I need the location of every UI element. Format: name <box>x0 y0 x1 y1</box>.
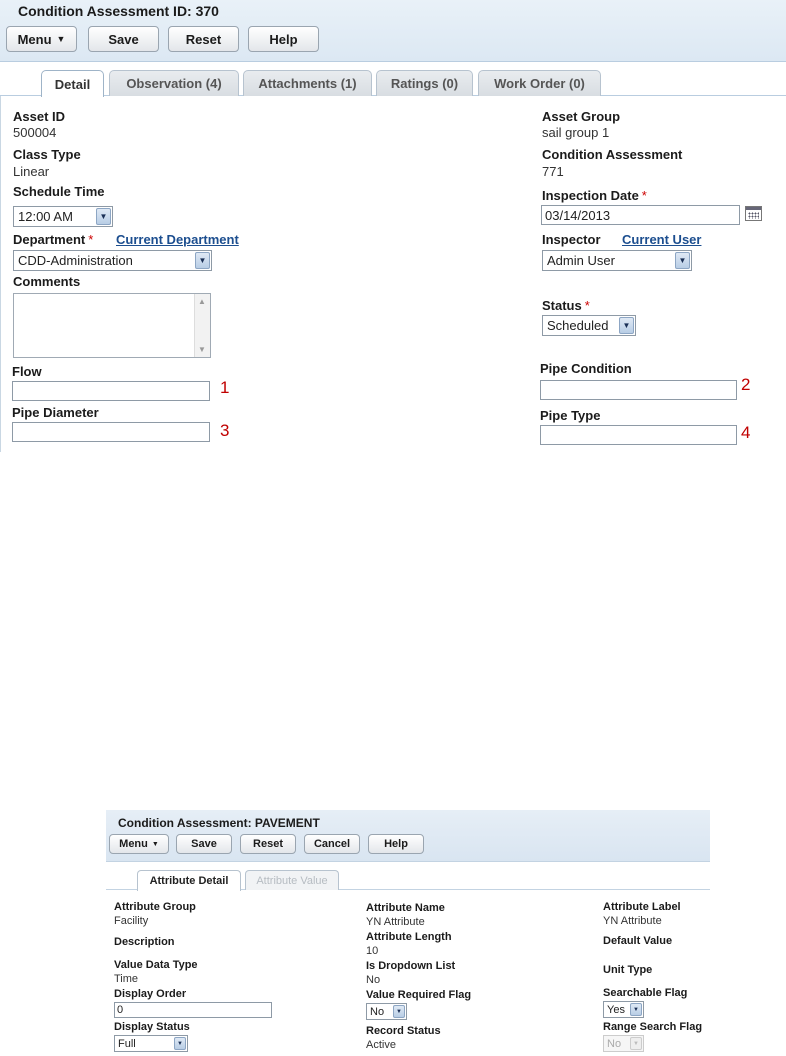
attr-save-button[interactable]: Save <box>176 834 232 854</box>
description-label: Description <box>114 936 175 948</box>
calendar-icon[interactable] <box>745 206 762 221</box>
attr-help-button[interactable]: Help <box>368 834 424 854</box>
record-status-label: Record Status <box>366 1025 441 1037</box>
range-search-flag-label: Range Search Flag <box>603 1021 703 1033</box>
page-title: Condition Assessment ID: 370 <box>18 3 219 19</box>
comments-textarea[interactable] <box>13 293 211 358</box>
scroll-down-icon: ▼ <box>198 345 206 354</box>
display-status-value: Full <box>118 1037 136 1050</box>
chevron-down-icon: ▼ <box>393 1005 405 1018</box>
status-value: Scheduled <box>547 318 609 333</box>
display-order-label: Display Order <box>114 988 187 1000</box>
searchable-flag-value: Yes <box>607 1003 625 1016</box>
record-status-value: Active <box>366 1039 396 1051</box>
display-order-input[interactable] <box>114 1002 272 1018</box>
attribute-name-value: YN Attribute <box>366 916 425 928</box>
tab-work-order[interactable]: Work Order (0) <box>478 70 601 96</box>
department-label <box>13 232 93 247</box>
value-required-value: No <box>370 1005 385 1018</box>
department-value: CDD-Administration <box>18 253 133 268</box>
inspection-date-value: 03/14/2013 <box>545 207 611 223</box>
menu-button-label: Menu <box>17 31 52 47</box>
attr-menu-label: Menu <box>119 838 148 850</box>
menu-arrow-icon: ▼ <box>56 34 66 44</box>
tab-attribute-detail[interactable]: Attribute Detail <box>137 870 241 891</box>
department-select[interactable] <box>13 250 212 271</box>
current-user-link[interactable]: Current User <box>622 232 702 247</box>
schedule-time-select[interactable] <box>13 206 113 227</box>
status-label <box>542 298 590 313</box>
chevron-down-icon: ▼ <box>96 208 111 225</box>
searchable-flag-label: Searchable Flag <box>603 987 688 999</box>
chevron-down-icon: ▼ <box>675 252 690 269</box>
tab-attribute-value[interactable]: Attribute Value <box>245 870 339 890</box>
menu-button[interactable] <box>6 26 77 52</box>
attr-cancel-button[interactable]: Cancel <box>304 834 360 854</box>
pipe-diameter-label: Pipe Diameter <box>12 405 99 420</box>
condition-assessment-label: Condition Assessment <box>542 147 683 162</box>
comments-label: Comments <box>13 274 81 289</box>
attribute-name-label: Attribute Name <box>366 902 445 914</box>
callout-3: 3 <box>220 421 230 440</box>
attribute-label-label: Attribute Label <box>603 901 681 913</box>
department-label-text: Department <box>13 232 86 247</box>
unit-type-label: Unit Type <box>603 964 653 976</box>
display-status-select[interactable] <box>114 1035 188 1052</box>
callout-1: 1 <box>220 378 230 397</box>
pipe-diameter-input[interactable] <box>12 422 210 442</box>
flow-input[interactable] <box>12 381 210 401</box>
flow-label: Flow <box>12 364 42 379</box>
inspection-date-label-text: Inspection Date <box>542 188 639 203</box>
attribute-group-value: Facility <box>114 915 149 927</box>
tab-ratings[interactable]: Ratings (0) <box>376 70 473 96</box>
scrollbar[interactable] <box>194 294 210 357</box>
value-data-type-label: Value Data Type <box>114 959 198 971</box>
attr-menu-button[interactable] <box>109 834 169 854</box>
save-button[interactable]: Save <box>88 26 159 52</box>
required-mark: * <box>641 188 647 203</box>
asset-id-value: 500004 <box>13 125 57 140</box>
range-search-flag-value: No <box>607 1037 622 1050</box>
inspector-select[interactable] <box>542 250 692 271</box>
class-type-value: Linear <box>13 164 50 179</box>
menu-arrow-icon: ▼ <box>151 840 159 848</box>
asset-group-label: Asset Group <box>542 109 621 124</box>
attribute-length-label: Attribute Length <box>366 931 452 943</box>
tab-attachments[interactable]: Attachments (1) <box>243 70 372 96</box>
inspector-label: Inspector <box>542 232 601 247</box>
attribute-length-value: 10 <box>366 945 379 957</box>
is-dropdown-label: Is Dropdown List <box>366 960 456 972</box>
chevron-down-icon: ▼ <box>630 1003 642 1016</box>
asset-group-value: sail group 1 <box>542 125 610 140</box>
attribute-group-label: Attribute Group <box>114 901 196 913</box>
inspector-value: Admin User <box>547 253 615 268</box>
tab-detail[interactable]: Detail <box>41 70 104 97</box>
class-type-label: Class Type <box>13 147 81 162</box>
scroll-up-icon: ▲ <box>198 297 206 306</box>
callout-4: 4 <box>741 423 751 442</box>
pipe-type-input[interactable] <box>540 425 737 445</box>
condition-assessment-value: 771 <box>542 164 564 179</box>
status-select[interactable] <box>542 315 636 336</box>
pipe-condition-label: Pipe Condition <box>540 361 632 376</box>
help-button[interactable]: Help <box>248 26 319 52</box>
pipe-type-label: Pipe Type <box>540 408 601 423</box>
tab-observation[interactable]: Observation (4) <box>109 70 239 96</box>
reset-button[interactable]: Reset <box>168 26 239 52</box>
default-value-label: Default Value <box>603 935 673 947</box>
display-status-label: Display Status <box>114 1021 190 1033</box>
required-mark: * <box>584 298 590 313</box>
status-label-text: Status <box>542 298 582 313</box>
callout-2: 2 <box>741 375 751 394</box>
range-search-flag-select[interactable] <box>603 1035 644 1052</box>
schedule-time-value: 12:00 AM <box>18 209 73 224</box>
is-dropdown-value: No <box>366 974 381 986</box>
attr-reset-button[interactable]: Reset <box>240 834 296 854</box>
chevron-down-icon: ▼ <box>630 1037 642 1050</box>
inspection-date-input[interactable] <box>541 205 740 225</box>
schedule-time-label: Schedule Time <box>13 184 105 199</box>
chevron-down-icon: ▼ <box>195 252 210 269</box>
chevron-down-icon: ▼ <box>174 1037 186 1050</box>
asset-id-label: Asset ID <box>13 109 66 124</box>
searchable-flag-select[interactable] <box>603 1001 644 1018</box>
attribute-title: Condition Assessment: PAVEMENT <box>118 816 320 830</box>
attribute-label-value: YN Attribute <box>603 915 662 927</box>
required-mark: * <box>88 232 94 247</box>
value-data-type-value: Time <box>114 973 139 985</box>
display-order-value: 0 <box>117 1004 124 1016</box>
current-department-link[interactable]: Current Department <box>116 232 239 247</box>
value-required-label: Value Required Flag <box>366 989 472 1001</box>
chevron-down-icon: ▼ <box>619 317 634 334</box>
inspection-date-label <box>542 188 647 203</box>
pipe-condition-input[interactable] <box>540 380 737 400</box>
value-required-select[interactable] <box>366 1003 407 1020</box>
